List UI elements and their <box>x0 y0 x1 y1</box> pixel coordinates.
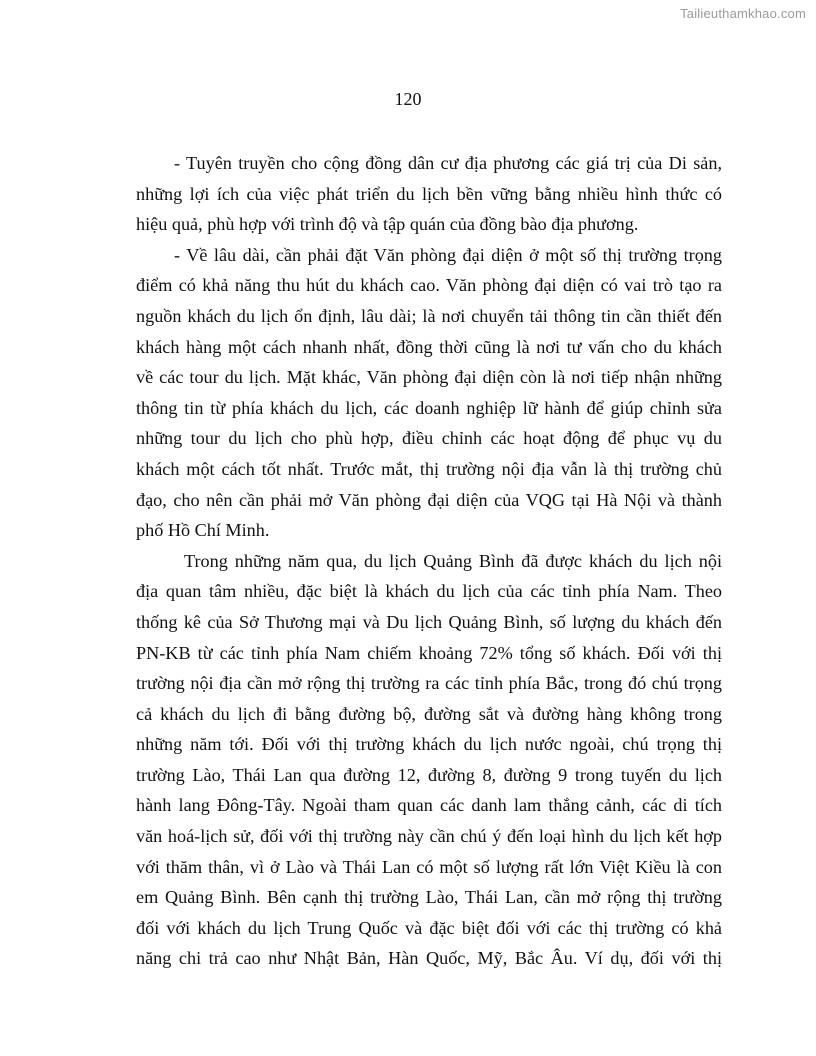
paragraph-1-line: - Tuyên truyền cho cộng đồng dân cư địa phương các giá trị của Di sản, <box>174 153 722 173</box>
document-body <box>136 148 722 974</box>
watermark: Tailieuthamkhao.com <box>680 6 806 21</box>
paragraph-2-line: - Về lâu dài, cần phải đặt Văn phòng đại diện ở một số thị trường trọng <box>174 244 722 265</box>
paragraph-3-line: trường nội địa cần mở rộng thị trường ra các tỉnh phía Bắc, trong đó chú trọng <box>136 673 722 694</box>
paragraph-3-line: đối với khách du lịch Trung Quốc và đặc biệt đối với các thị trường có khả <box>136 917 722 938</box>
paragraph-1-line: những lợi ích của việc phát triển du lịch bền vững bằng nhiều hình thức có <box>136 183 722 204</box>
paragraph-3-line: địa quan tâm nhiều, đặc biệt là khách du lịch của các tỉnh phía Nam. Theo <box>136 581 722 602</box>
paragraph-3-line: năng chi trả cao như Nhật Bản, Hàn Quốc, Mỹ, Bắc Âu. Ví dụ, đối với thị <box>136 948 722 969</box>
paragraph-3-line: với thăm thân, vì ở Lào và Thái Lan có một số lượng rất lớn Việt Kiều là con <box>136 856 722 877</box>
paragraph-2-line: nguồn khách du lịch ổn định, lâu dài; là nơi chuyển tải thông tin cần thiết đến <box>136 305 722 326</box>
paragraph-3-line: cả khách du lịch đi bằng đường bộ, đường sắt và đường hàng không trong <box>136 703 722 724</box>
paragraph-2-line: điểm có khả năng thu hút du khách cao. Văn phòng đại diện có vai trò tạo ra <box>136 275 722 296</box>
paragraph-2-line: thông tin từ phía khách du lịch, các doanh nghiệp lữ hành để giúp chỉnh sửa <box>136 397 722 418</box>
page-number: 120 <box>394 89 422 109</box>
paragraph-2-line: về các tour du lịch. Mặt khác, Văn phòng đại diện còn là nơi tiếp nhận những <box>136 367 722 388</box>
paragraph-3-line: PN-KB từ các tỉnh phía Nam chiếm khoảng 72% tổng số khách. Đối với thị <box>136 642 722 663</box>
paragraph-2-line: khách hàng một cách nhanh nhất, đồng thời cũng là nơi tư vấn cho du khách <box>136 336 722 357</box>
paragraph-3-line: trường Lào, Thái Lan qua đường 12, đường 8, đường 9 trong tuyến du lịch <box>136 764 722 785</box>
paragraph-3-line: hành lang Đông-Tây. Ngoài tham quan các danh lam thắng cảnh, các di tích <box>136 795 722 816</box>
paragraph-3-line: văn hoá-lịch sử, đối với thị trường này cần chú ý đến loại hình du lịch kết hợp <box>136 826 722 847</box>
paragraph-2-line: những tour du lịch cho phù hợp, điều chỉnh các hoạt động để phục vụ du <box>136 428 722 449</box>
paragraph-3-line: những năm tới. Đối với thị trường khách du lịch nước ngoài, chú trọng thị <box>136 734 722 755</box>
paragraph-3-line: em Quảng Bình. Bên cạnh thị trường Lào, Thái Lan, cần mở rộng thị trường <box>136 887 722 908</box>
paragraph-2-line: phố Hồ Chí Minh. <box>136 520 270 541</box>
paragraph-2-line: khách một cách tốt nhất. Trước mắt, thị trường nội địa vẫn là thị trường chủ <box>136 458 722 479</box>
paragraph-3-line: Trong những năm qua, du lịch Quảng Bình đã được khách du lịch nội <box>184 550 722 571</box>
paragraph-2-line: đạo, cho nên cần phải mở Văn phòng đại diện của VQG tại Hà Nội và thành <box>136 489 722 510</box>
paragraph-1-line: hiệu quả, phù hợp với trình độ và tập quán của đồng bào địa phương. <box>136 214 639 235</box>
paragraph-3-line: thống kê của Sở Thương mại và Du lịch Quảng Bình, số lượng du khách đến <box>136 611 722 632</box>
